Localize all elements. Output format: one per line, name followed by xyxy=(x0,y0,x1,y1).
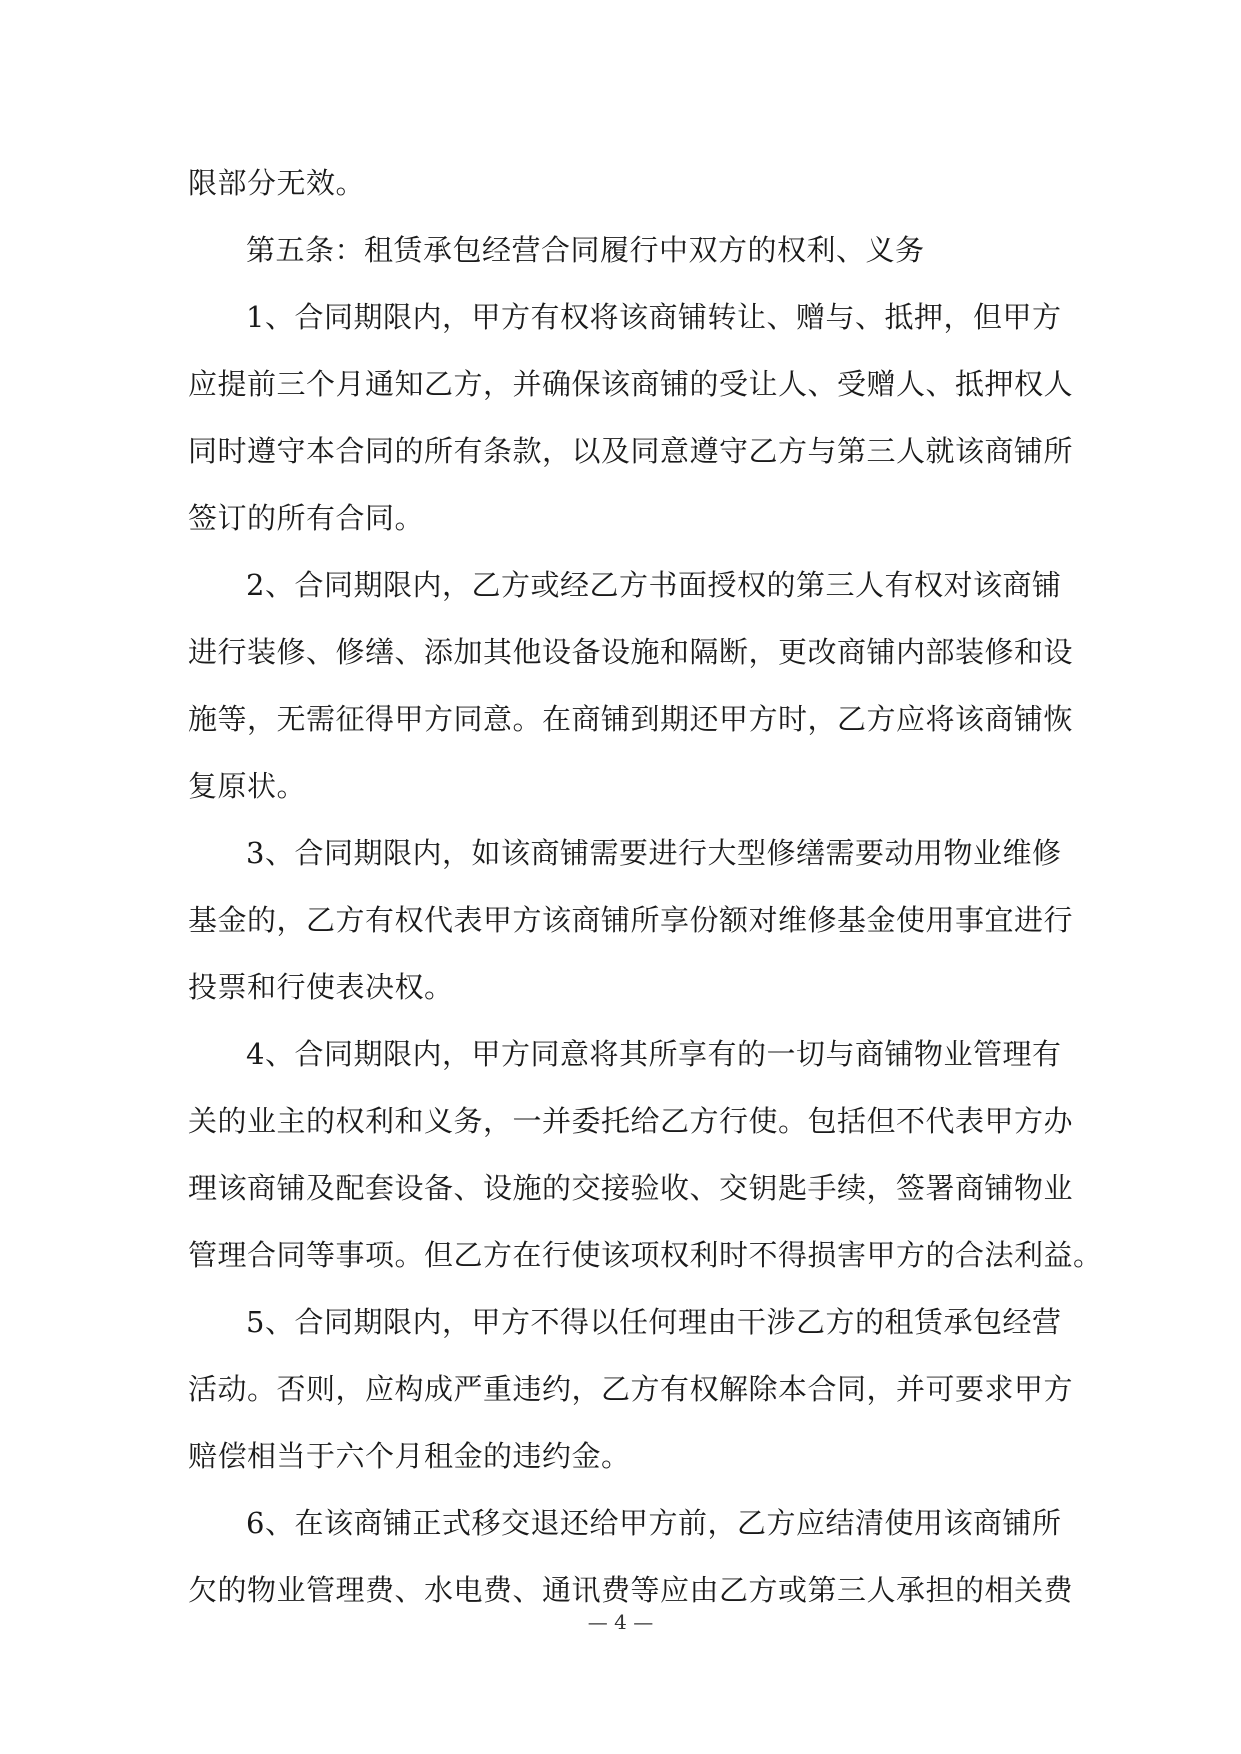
text-line: 第五条：租赁承包经营合同履行中双方的权利、义务 xyxy=(246,233,925,267)
text-line: 5、合同期限内，甲方不得以任何理由干涉乙方的租赁承包经营 xyxy=(246,1305,1062,1339)
text-line: 复原状。 xyxy=(188,769,307,803)
text-line: 3、合同期限内，如该商铺需要进行大型修缮需要动用物业维修 xyxy=(246,836,1062,870)
text-line: 赔偿相当于六个月租金的违约金。 xyxy=(188,1439,631,1473)
text-line: 施等，无需征得甲方同意。在商铺到期还甲方时，乙方应将该商铺恢 xyxy=(188,702,1074,736)
text-line: 管理合同等事项。但乙方在行使该项权利时不得损害甲方的合法利益。 xyxy=(188,1238,1103,1272)
text-line: 同时遵守本合同的所有条款，以及同意遵守乙方与第三人就该商铺所 xyxy=(188,434,1074,468)
text-line: 1、合同期限内，甲方有权将该商铺转让、赠与、抵押，但甲方 xyxy=(246,300,1062,334)
text-line: 6、在该商铺正式移交退还给甲方前，乙方应结清使用该商铺所 xyxy=(246,1506,1062,1540)
text-line: 欠的物业管理费、水电费、通讯费等应由乙方或第三人承担的相关费 xyxy=(188,1573,1074,1607)
text-line: 签订的所有合同。 xyxy=(188,501,425,535)
text-line: 进行装修、修缮、添加其他设备设施和隔断，更改商铺内部装修和设 xyxy=(188,635,1074,669)
text-line: 应提前三个月通知乙方，并确保该商铺的受让人、受赠人、抵押权人 xyxy=(188,367,1074,401)
text-line: 投票和行使表决权。 xyxy=(188,970,454,1004)
text-line: 2、合同期限内，乙方或经乙方书面授权的第三人有权对该商铺 xyxy=(246,568,1062,602)
document-body xyxy=(188,150,1103,1624)
text-line: 活动。否则，应构成严重违约，乙方有权解除本合同，并可要求甲方 xyxy=(188,1372,1074,1406)
text-line: 限部分无效。 xyxy=(188,166,366,200)
page-number: — 4 — xyxy=(587,1610,654,1634)
text-line: 4、合同期限内，甲方同意将其所享有的一切与商铺物业管理有 xyxy=(246,1037,1062,1071)
text-line: 理该商铺及配套设备、设施的交接验收、交钥匙手续，签署商铺物业 xyxy=(188,1171,1074,1205)
text-line: 关的业主的权利和义务，一并委托给乙方行使。包括但不代表甲方办 xyxy=(188,1104,1074,1138)
text-line: 基金的，乙方有权代表甲方该商铺所享份额对维修基金使用事宜进行 xyxy=(188,903,1074,937)
